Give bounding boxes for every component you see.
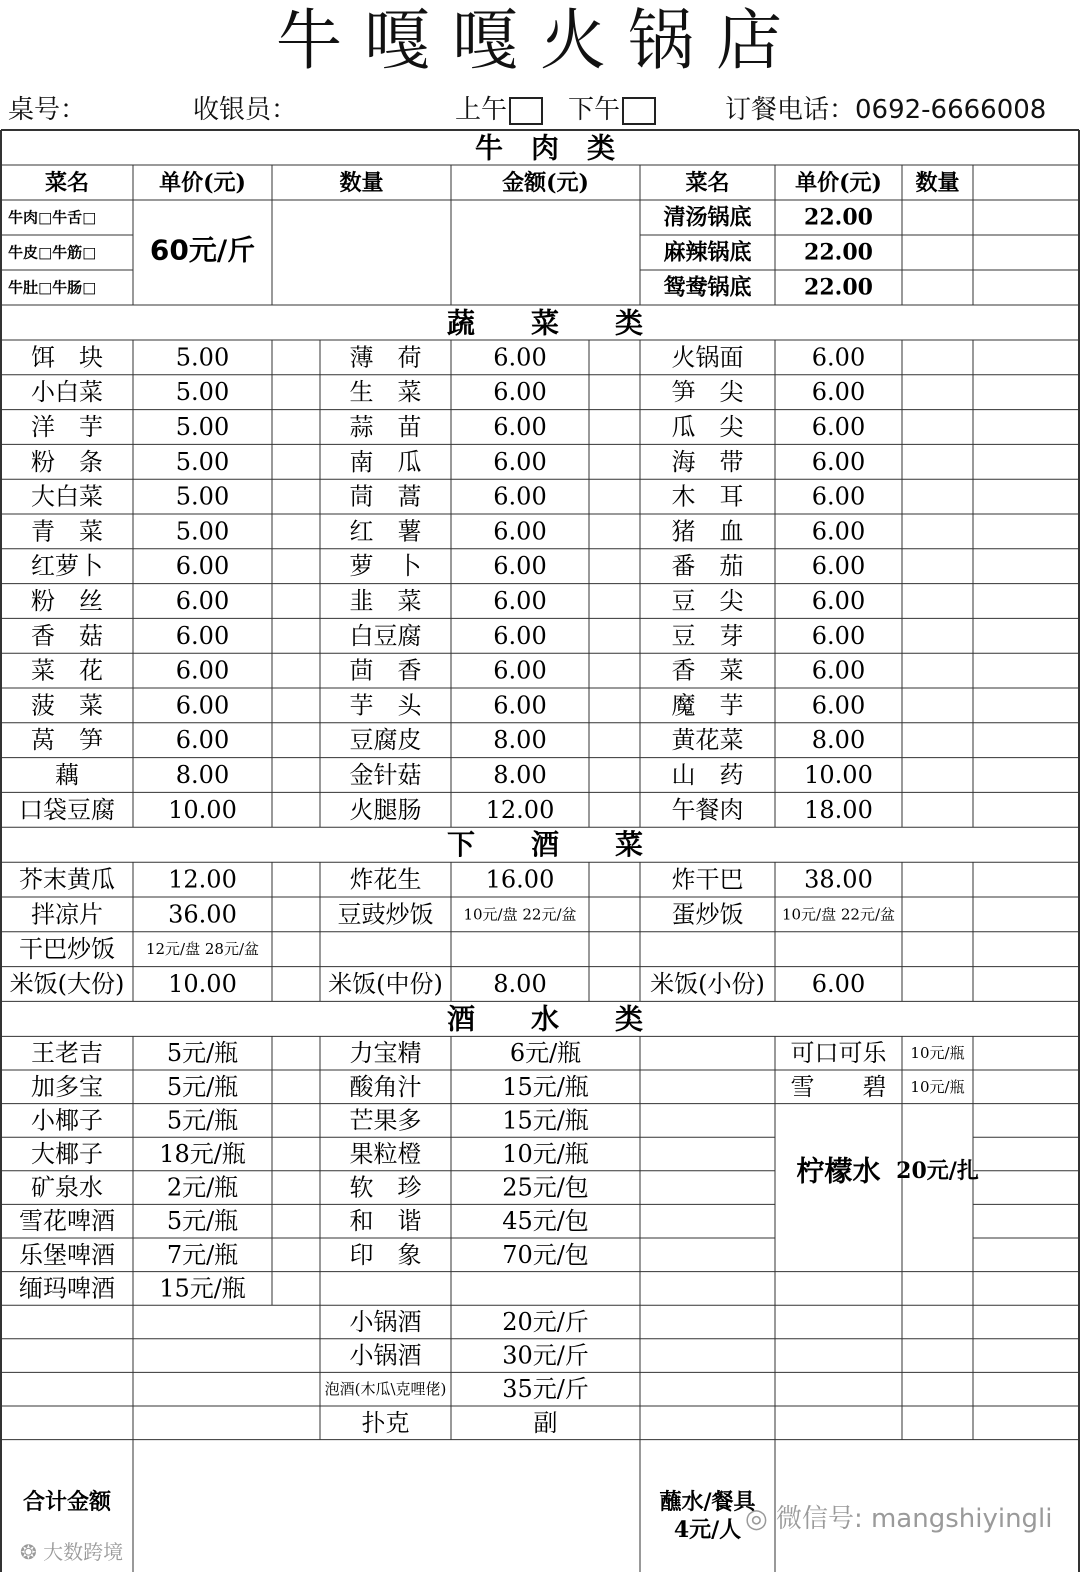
- veg-item-price: 8.00: [811, 726, 866, 755]
- drink-name: 可口可乐: [790, 1039, 887, 1068]
- logo-watermark: [20, 1536, 123, 1565]
- veg-item-price: 6.00: [493, 517, 547, 546]
- drink-price: 7元/瓶: [166, 1240, 239, 1269]
- veg-item-price: 8.00: [175, 761, 230, 789]
- col-header-name: 菜名: [44, 170, 90, 196]
- drink-name: 果粒橙: [349, 1140, 422, 1168]
- veg-item-name: 藕: [55, 761, 79, 789]
- veg-item-price: 8.00: [493, 726, 547, 755]
- veg-item-name: 洋 芋: [31, 413, 103, 441]
- soup-base-price: 22.00: [804, 204, 873, 231]
- veg-item-price: 6.00: [175, 587, 230, 615]
- snack-item-name: 干巴炒饭: [19, 935, 115, 964]
- order-phone: 订餐电话：0692-6666008: [725, 95, 1047, 125]
- veg-item-price: 6.00: [811, 447, 866, 476]
- veg-item-price: 6.00: [493, 656, 547, 685]
- veg-item-name: 香 菜: [671, 656, 744, 685]
- snack-item-name: 芥末黄瓜: [19, 865, 115, 894]
- drink-name: 芒果多: [349, 1106, 422, 1135]
- drink-price: 15元/瓶: [502, 1072, 589, 1101]
- veg-item-name: 大白菜: [31, 482, 103, 511]
- snack-item-name: 豆豉炒饭: [337, 900, 434, 929]
- veg-item-price: 5.00: [175, 517, 230, 546]
- veg-item-name: 茼 蒿: [349, 482, 422, 511]
- beef-option: 牛皮□牛筋□: [8, 243, 97, 262]
- drink-name: 乐堡啤酒: [19, 1240, 115, 1269]
- soup-base-name: 鸳鸯锅底: [663, 274, 752, 301]
- veg-item-price: 6.00: [493, 413, 547, 441]
- snack-item-name: 炸花生: [349, 865, 422, 894]
- veg-item-price: 5.00: [175, 413, 230, 441]
- snack-item-name: 拌凉片: [31, 900, 103, 929]
- veg-item-price: 6.00: [811, 413, 866, 441]
- drink-name: 软 珍: [349, 1173, 422, 1202]
- veg-item-price: 6.00: [175, 726, 230, 755]
- veg-item-price: 6.00: [811, 656, 866, 685]
- veg-item-name: 黄花菜: [671, 726, 744, 755]
- veg-item-price: 5.00: [175, 482, 230, 511]
- col-header-name-2: 菜名: [685, 170, 730, 196]
- veg-item-name: 午餐肉: [671, 795, 744, 824]
- col-header-price: 单价(元): [159, 170, 246, 196]
- wechat-icon: ◎: [745, 1504, 768, 1534]
- drink-price: 6元/瓶: [509, 1039, 582, 1068]
- veg-item-price: 6.00: [175, 691, 230, 720]
- veg-item-price: 6.00: [493, 691, 547, 720]
- veg-item-price: 12.00: [485, 795, 555, 824]
- veg-item-name: 饵 块: [31, 343, 103, 372]
- snack-item-price: 10元/盘 22元/盆: [781, 905, 896, 924]
- drink-price: 5元/瓶: [166, 1072, 239, 1101]
- section-title-beef: 牛 肉 类: [474, 131, 616, 165]
- drink-name: 酸角汁: [349, 1072, 422, 1101]
- veg-item-name: 莴 笋: [31, 726, 103, 755]
- veg-item-name: 生 菜: [349, 378, 422, 407]
- logo-watermark-text: 大数跨境: [43, 1540, 124, 1564]
- veg-item-price: 5.00: [175, 447, 230, 476]
- veg-item-price: 6.00: [493, 552, 547, 581]
- veg-item-price: 6.00: [175, 552, 230, 581]
- snack-item-name: 炸干巴: [671, 865, 744, 894]
- veg-item-price: 6.00: [811, 482, 866, 511]
- col-header-qty: 数量: [339, 170, 384, 196]
- veg-item-name: 茴 香: [349, 656, 422, 685]
- liquor-price: 20元/斤: [502, 1308, 589, 1336]
- morning-label: 上午: [455, 95, 508, 125]
- veg-item-name: 青 菜: [31, 517, 103, 546]
- veg-item-price: 6.00: [493, 482, 547, 511]
- veg-item-name: 薄 荷: [349, 343, 422, 372]
- veg-item-price: 6.00: [811, 517, 866, 546]
- beef-price: 60元/斤: [149, 233, 256, 267]
- drink-price: 10元/瓶: [910, 1077, 965, 1096]
- veg-item-price: 6.00: [811, 552, 866, 581]
- col-header-price-2: 单价(元): [795, 170, 882, 196]
- section-title-veg: 蔬 菜 类: [446, 306, 644, 340]
- veg-item-price: 6.00: [493, 378, 547, 407]
- snack-item-price: 6.00: [811, 970, 866, 998]
- liquor-name: 泡酒(木瓜\克哩佬): [324, 1380, 447, 1399]
- section-title-drinks: 酒 水 类: [446, 1002, 644, 1036]
- veg-item-price: 6.00: [811, 378, 866, 407]
- veg-item-price: 10.00: [168, 795, 237, 824]
- liquor-name: 小锅酒: [349, 1341, 422, 1370]
- section-title-snacks: 下 酒 菜: [446, 828, 644, 862]
- drink-price: 5元/瓶: [166, 1106, 239, 1135]
- snack-item-name: 米饭(小份): [650, 970, 765, 998]
- drink-price: 45元/包: [502, 1207, 589, 1236]
- veg-item-price: 6.00: [493, 447, 547, 476]
- col-header-amount: 金额(元): [502, 170, 589, 196]
- snack-item-price: 12.00: [168, 865, 237, 894]
- drink-name: 雪 碧: [790, 1072, 887, 1101]
- snack-item-price: 36.00: [168, 900, 237, 929]
- veg-item-name: 粉 条: [31, 447, 103, 476]
- veg-item-name: 瓜 尖: [671, 413, 744, 441]
- drink-price: 25元/包: [502, 1173, 589, 1202]
- veg-item-name: 红 薯: [349, 517, 422, 546]
- wechat-watermark-text: 微信号: mangshiyingli: [775, 1504, 1053, 1534]
- cashier-label: 收银员：: [193, 95, 298, 125]
- veg-item-price: 8.00: [493, 761, 547, 789]
- soup-base-price: 22.00: [804, 274, 873, 301]
- veg-item-name: 火腿肠: [349, 795, 422, 824]
- veg-item-price: 6.00: [811, 621, 866, 650]
- veg-item-price: 5.00: [175, 378, 230, 407]
- drink-name: 大椰子: [31, 1140, 103, 1168]
- veg-item-name: 红萝卜: [31, 552, 103, 581]
- veg-item-name: 萝 卜: [349, 552, 422, 581]
- drink-name: 缅玛啤酒: [19, 1274, 115, 1303]
- drink-price: 5元/瓶: [166, 1039, 239, 1068]
- veg-item-name: 豆 尖: [671, 587, 744, 615]
- drink-price: 15元/瓶: [502, 1106, 589, 1135]
- col-header-qty-2: 数量: [915, 170, 960, 196]
- snack-item-price: 12元/盘 28元/盆: [145, 940, 260, 959]
- veg-item-price: 6.00: [811, 587, 866, 615]
- wechat-watermark: [745, 1498, 1053, 1535]
- veg-item-name: 菠 菜: [31, 691, 103, 720]
- veg-item-name: 韭 菜: [349, 587, 422, 615]
- snack-item-price: 38.00: [804, 865, 873, 894]
- beef-option: 牛肉□牛舌□: [8, 208, 97, 227]
- veg-item-name: 猪 血: [671, 517, 744, 546]
- veg-item-name: 香 菇: [31, 621, 103, 650]
- drink-price: 2元/瓶: [166, 1173, 239, 1202]
- veg-item-name: 金针菇: [349, 761, 422, 789]
- drink-name: 力宝精: [349, 1039, 422, 1068]
- drink-name: 王老吉: [31, 1039, 103, 1068]
- veg-item-price: 6.00: [811, 343, 866, 372]
- veg-item-name: 粉 丝: [31, 587, 103, 615]
- soup-base-name: 麻辣锅底: [663, 239, 752, 266]
- veg-item-price: 18.00: [804, 795, 873, 824]
- snack-item-price: 10元/盘 22元/盆: [463, 905, 577, 924]
- beef-option: 牛肚□牛肠□: [8, 278, 97, 297]
- veg-item-price: 6.00: [493, 587, 547, 615]
- snack-item-name: 蛋炒饭: [671, 900, 744, 929]
- lemonade-name: 柠檬水: [796, 1154, 881, 1188]
- soup-base-price: 22.00: [804, 239, 873, 266]
- snack-item-name: 米饭(大份): [9, 970, 125, 998]
- table-number-label: 桌号：: [8, 95, 87, 125]
- veg-item-name: 蒜 苗: [349, 413, 422, 441]
- veg-item-name: 芋 头: [349, 691, 422, 720]
- restaurant-title: 牛嘎嘎火锅店: [276, 2, 804, 79]
- dip-sauce-label: 蘸水/餐具: [659, 1489, 756, 1515]
- veg-item-name: 白豆腐: [349, 621, 422, 650]
- drink-name: 雪花啤酒: [19, 1207, 115, 1236]
- logo-icon: ❂: [20, 1540, 37, 1564]
- veg-item-name: 魔 芋: [671, 691, 744, 720]
- afternoon-label: 下午: [568, 95, 621, 125]
- drink-price: 18元/瓶: [159, 1140, 246, 1168]
- liquor-price: 35元/斤: [502, 1375, 589, 1404]
- drink-price: 10元/瓶: [910, 1044, 965, 1063]
- snack-item-price: 10.00: [168, 970, 237, 998]
- drink-name: 加多宝: [31, 1072, 103, 1101]
- drink-name: 小椰子: [31, 1106, 103, 1135]
- veg-item-name: 南 瓜: [349, 447, 422, 476]
- liquor-price: 副: [533, 1408, 558, 1437]
- drink-name: 印 象: [349, 1240, 422, 1269]
- veg-item-price: 6.00: [175, 621, 230, 650]
- veg-item-name: 菜 花: [31, 656, 103, 685]
- snack-item-name: 米饭(中份): [328, 970, 443, 998]
- veg-item-price: 6.00: [811, 691, 866, 720]
- lemonade-price: 20元/扎: [896, 1157, 979, 1184]
- veg-item-name: 火锅面: [671, 343, 744, 372]
- dip-sauce-price: 4元/人: [673, 1517, 742, 1543]
- liquor-name: 扑克: [361, 1408, 410, 1437]
- veg-item-name: 小白菜: [31, 378, 103, 407]
- drink-price: 5元/瓶: [166, 1207, 239, 1236]
- drink-name: 和 谐: [349, 1207, 422, 1236]
- veg-item-name: 山 药: [671, 761, 744, 789]
- veg-item-name: 海 带: [671, 447, 744, 476]
- drink-price: 70元/包: [502, 1240, 589, 1269]
- veg-item-name: 木 耳: [671, 482, 744, 511]
- veg-item-name: 笋 尖: [671, 378, 744, 407]
- veg-item-price: 6.00: [493, 621, 547, 650]
- veg-item-price: 10.00: [804, 761, 873, 789]
- veg-item-name: 豆 芽: [671, 621, 744, 650]
- drink-price: 10元/瓶: [502, 1140, 589, 1168]
- liquor-name: 小锅酒: [349, 1308, 422, 1336]
- veg-item-name: 番 茄: [671, 552, 744, 581]
- snack-item-price: 8.00: [493, 970, 547, 998]
- veg-item-price: 5.00: [175, 343, 230, 372]
- soup-base-name: 清汤锅底: [663, 204, 752, 231]
- drink-price: 15元/瓶: [159, 1274, 246, 1303]
- veg-item-name: 豆腐皮: [349, 726, 422, 755]
- snack-item-price: 16.00: [485, 865, 555, 894]
- liquor-price: 30元/斤: [502, 1341, 589, 1370]
- veg-item-name: 口袋豆腐: [19, 795, 115, 824]
- veg-item-price: 6.00: [175, 656, 230, 685]
- drink-name: 矿泉水: [31, 1173, 103, 1202]
- veg-item-price: 6.00: [493, 343, 547, 372]
- total-amount-label: 合计金额: [22, 1489, 112, 1515]
